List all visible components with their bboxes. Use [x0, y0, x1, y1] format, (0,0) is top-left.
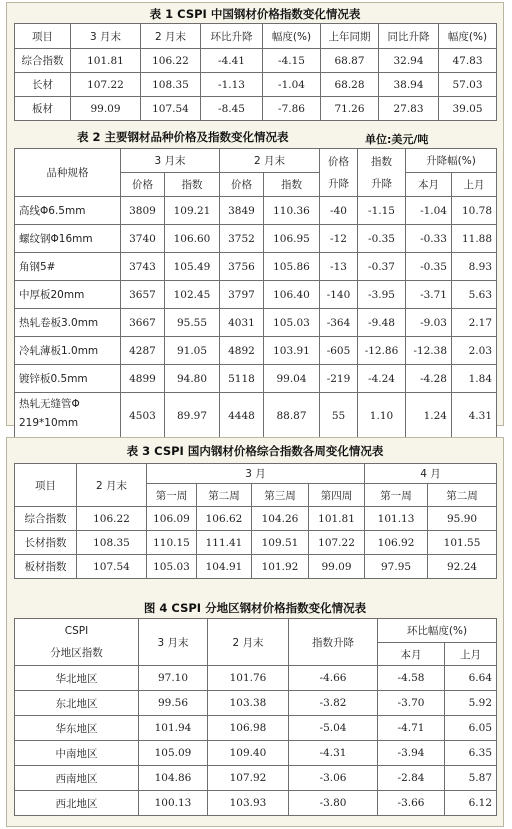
table2-cell: -12: [320, 225, 358, 253]
table4-header-this-month: 本月: [378, 643, 445, 666]
table4-cell: 103.38: [208, 691, 289, 716]
table4-cell: -4.58: [378, 666, 445, 691]
table2-cell: 55: [320, 393, 358, 439]
table4-cell: -3.94: [378, 741, 445, 766]
table4-cell: 109.40: [208, 741, 289, 766]
table2-cell: -364: [320, 309, 358, 337]
table2-header-row: [15, 149, 497, 173]
table-row: [15, 49, 497, 73]
table1-header-cell: 幅度(%): [439, 24, 497, 49]
table4-header-mar: 3 月末: [139, 619, 208, 666]
table4-title: 图 4 CSPI 分地区钢材价格指数变化情况表: [143, 601, 367, 615]
table2-cell: 4503: [121, 393, 165, 439]
table4-cell: -3.80: [289, 791, 378, 816]
table2-header-index-change: [358, 149, 406, 197]
table2-header-feb: 2 月末: [220, 149, 320, 173]
table2-cell: 109.21: [165, 197, 220, 225]
table4-header-feb: 2 月末: [208, 619, 289, 666]
table2-cell: 2.17: [452, 309, 497, 337]
table2-cell: 4448: [220, 393, 264, 439]
table3-cell: 106.22: [77, 507, 147, 531]
table3-cell: 长材指数: [15, 531, 77, 555]
table-row: [15, 337, 497, 365]
table2: [14, 148, 497, 439]
table2-cell: 88.87: [264, 393, 320, 439]
table1-cell: -1.13: [201, 73, 263, 97]
table-row: [15, 507, 497, 531]
table2-product: 镀锌板0.5mm: [15, 365, 121, 393]
table2-cell: -12.38: [406, 337, 452, 365]
table2-cell: 3756: [220, 253, 264, 281]
table2-cell: -1.04: [406, 197, 452, 225]
table-row: [15, 97, 497, 121]
table1-cell: 107.54: [141, 97, 201, 121]
table1-title: 表 1 CSPI 中国钢材价格指数变化情况表: [149, 7, 361, 21]
table2-product: 螺纹钢Φ16mm: [15, 225, 121, 253]
table3-cell: 106.09: [147, 507, 197, 531]
table2-cell: 2.03: [452, 337, 497, 365]
table2-cell: 106.95: [264, 225, 320, 253]
table4-cell: -5.04: [289, 716, 378, 741]
table4-cell: 99.56: [139, 691, 208, 716]
table2-cell: 110.36: [264, 197, 320, 225]
table3-cell: 101.81: [309, 507, 365, 531]
table3-week-header: 第三周: [252, 484, 309, 507]
table4-cell: -4.31: [289, 741, 378, 766]
table4-cell: -3.66: [378, 791, 445, 816]
table1-header-cell: 上年同期: [321, 24, 379, 49]
table1: [14, 23, 497, 121]
table2-cell: 105.03: [264, 309, 320, 337]
table4-cell: 101.94: [139, 716, 208, 741]
table1-cell: -7.86: [263, 97, 321, 121]
table2-cell: 4899: [121, 365, 165, 393]
table3-cell: 107.22: [309, 531, 365, 555]
table2-product: 冷轧薄板1.0mm: [15, 337, 121, 365]
table2-cell: -1.15: [358, 197, 406, 225]
table2-cell: 1.10: [358, 393, 406, 439]
table2-cell: -9.48: [358, 309, 406, 337]
table2-header-mar: 3 月末: [121, 149, 220, 173]
table4-cell: 5.92: [445, 691, 497, 716]
table1-header-row: [15, 24, 497, 49]
table2-header-text: 升降: [371, 177, 392, 190]
table2-header-text: 价格: [328, 155, 349, 168]
table2-cell: 3657: [121, 281, 165, 309]
table2-cell: -40: [320, 197, 358, 225]
table1-header-cell: 项目: [15, 24, 71, 49]
table2-cell: -140: [320, 281, 358, 309]
table4-cell: -4.66: [289, 666, 378, 691]
table2-product: 热轧卷板3.0mm: [15, 309, 121, 337]
table2-cell: 95.55: [165, 309, 220, 337]
table3-cell: 109.51: [252, 531, 309, 555]
table2-cell: 89.97: [165, 393, 220, 439]
table3-cell: 110.15: [147, 531, 197, 555]
table1-header-cell: 环比升降: [201, 24, 263, 49]
table2-cell: 4.31: [452, 393, 497, 439]
table2-cell: 4287: [121, 337, 165, 365]
table4-cell: 西北地区: [15, 791, 139, 816]
table1-header-cell: 3 月末: [71, 24, 141, 49]
table3-cell: 107.54: [77, 555, 147, 579]
table4-header-text: 分地区指数: [50, 647, 103, 659]
table2-cell: 94.80: [165, 365, 220, 393]
table2-cell: 103.91: [264, 337, 320, 365]
table4-header-row: [15, 619, 497, 643]
table1-cell: 107.22: [71, 73, 141, 97]
table-row: [15, 393, 497, 439]
table2-cell: 3740: [121, 225, 165, 253]
table2-cell: 4892: [220, 337, 264, 365]
table2-cell: 3849: [220, 197, 264, 225]
table1-cell: -4.15: [263, 49, 321, 73]
table2-cell: 106.40: [264, 281, 320, 309]
table2-header-last-month: 上月: [452, 173, 497, 197]
table3-cell: 101.55: [428, 531, 497, 555]
table3-cell: 111.41: [197, 531, 252, 555]
table4-cell: 100.13: [139, 791, 208, 816]
table1-cell: 108.35: [141, 73, 201, 97]
table3-cell: 97.95: [365, 555, 428, 579]
table-row: [15, 791, 497, 816]
table4-cell: 6.05: [445, 716, 497, 741]
table2-cell: 1.84: [452, 365, 497, 393]
table3-cell: 92.24: [428, 555, 497, 579]
table2-product: 角钢5#: [15, 253, 121, 281]
table1-header-cell: 2 月末: [141, 24, 201, 49]
table1-cell: 32.94: [379, 49, 439, 73]
table2-cell: -13: [320, 253, 358, 281]
table2-header-index: 指数: [165, 173, 220, 197]
table3-header-march: 3 月: [147, 464, 365, 484]
table4-cell: -4.71: [378, 716, 445, 741]
table-row: [15, 555, 497, 579]
table3-header-feb-end: 2 月末: [77, 464, 147, 507]
table2-cell: 102.45: [165, 281, 220, 309]
table3-cell: 板材指数: [15, 555, 77, 579]
table-row: [15, 766, 497, 791]
table3-cell: 99.09: [309, 555, 365, 579]
table2-cell: 10.78: [452, 197, 497, 225]
table2-cell: -12.86: [358, 337, 406, 365]
table4-header-last-month: 上月: [445, 643, 497, 666]
table4-cell: 华北地区: [15, 666, 139, 691]
table2-cell: 91.05: [165, 337, 220, 365]
table3-cell: 105.03: [147, 555, 197, 579]
table-row: [15, 73, 497, 97]
table2-cell: 3797: [220, 281, 264, 309]
table1-header-cell: 同比升降: [379, 24, 439, 49]
table2-cell: 11.88: [452, 225, 497, 253]
table-row: [15, 281, 497, 309]
table4-cell: -3.06: [289, 766, 378, 791]
table2-unit: 单位:美元/吨: [365, 133, 429, 146]
table2-cell: -605: [320, 337, 358, 365]
table1-cell: 27.83: [379, 97, 439, 121]
table4-cell: 西南地区: [15, 766, 139, 791]
table3-week-header: 第一周: [147, 484, 197, 507]
table1-cell: 68.28: [321, 73, 379, 97]
table3-week-header: 第二周: [197, 484, 252, 507]
table2-product: 高线Φ6.5mm: [15, 197, 121, 225]
table4-cell: 107.92: [208, 766, 289, 791]
table2-header-price: 价格: [121, 173, 165, 197]
table-row: [15, 197, 497, 225]
table4-cell: 6.64: [445, 666, 497, 691]
table2-cell: 3809: [121, 197, 165, 225]
table2-product: 中厚板20mm: [15, 281, 121, 309]
table3-header-april: 4 月: [365, 464, 497, 484]
table2-header-price-change: [320, 149, 358, 197]
table1-cell: 47.83: [439, 49, 497, 73]
table3-week-header: 第二周: [428, 484, 497, 507]
table4-cell: 104.86: [139, 766, 208, 791]
table3-cell: 104.91: [197, 555, 252, 579]
table4-cell: 华东地区: [15, 716, 139, 741]
table2-cell: 5118: [220, 365, 264, 393]
table2-header-price: 价格: [220, 173, 264, 197]
table4-cell: -2.84: [378, 766, 445, 791]
table4-cell: 6.12: [445, 791, 497, 816]
table2-cell: -219: [320, 365, 358, 393]
table1-cell: 长材: [15, 73, 71, 97]
table3-cell: 108.35: [77, 531, 147, 555]
table1-cell: -8.45: [201, 97, 263, 121]
table4-cell: 东北地区: [15, 691, 139, 716]
table-row: [15, 253, 497, 281]
table2-cell: -3.95: [358, 281, 406, 309]
table1-cell: 68.87: [321, 49, 379, 73]
table2-cell: 3667: [121, 309, 165, 337]
table1-cell: 106.22: [141, 49, 201, 73]
table2-cell: -0.33: [406, 225, 452, 253]
table1-cell: 板材: [15, 97, 71, 121]
table3-cell: 104.26: [252, 507, 309, 531]
table4-cell: -3.70: [378, 691, 445, 716]
table2-header-index: 指数: [264, 173, 320, 197]
table2-cell: 99.04: [264, 365, 320, 393]
table2-product: 热轧无缝管Φ 219*10mm: [15, 393, 121, 439]
table2-cell: 105.49: [165, 253, 220, 281]
table-row: [15, 225, 497, 253]
table2-header-range: 升降幅(%): [406, 149, 497, 173]
panel-upper: [6, 2, 504, 429]
table1-cell: 综合指数: [15, 49, 71, 73]
table1-cell: -4.41: [201, 49, 263, 73]
table-row: [15, 531, 497, 555]
table2-title: 表 2 主要钢材品种价格及指数变化情况表: [77, 130, 289, 144]
table2-cell: -4.24: [358, 365, 406, 393]
table3-week-header: 第一周: [365, 484, 428, 507]
table4-cell: 106.98: [208, 716, 289, 741]
table-row: [15, 365, 497, 393]
table2-header-text: 升降: [328, 177, 349, 190]
table1-cell: 101.81: [71, 49, 141, 73]
table3-cell: 106.62: [197, 507, 252, 531]
table2-cell: -9.03: [406, 309, 452, 337]
table2-cell: 3743: [121, 253, 165, 281]
table2-cell: -0.37: [358, 253, 406, 281]
table2-cell: 3752: [220, 225, 264, 253]
table1-cell: 39.05: [439, 97, 497, 121]
table-row: [15, 309, 497, 337]
table-row: [15, 666, 497, 691]
table3-cell: 95.90: [428, 507, 497, 531]
table3: [14, 463, 497, 579]
table3-cell: 101.92: [252, 555, 309, 579]
table2-cell: -4.28: [406, 365, 452, 393]
table3-week-header: 第四周: [309, 484, 365, 507]
table4-header-mom: 环比幅度(%): [378, 619, 497, 643]
table1-cell: 71.26: [321, 97, 379, 121]
table4-cell: 中南地区: [15, 741, 139, 766]
table-row: [15, 716, 497, 741]
table4: [14, 618, 497, 816]
table4-cell: 5.87: [445, 766, 497, 791]
table4-cell: 105.09: [139, 741, 208, 766]
table3-cell: 106.92: [365, 531, 428, 555]
table4-cell: 6.35: [445, 741, 497, 766]
table2-cell: -0.35: [358, 225, 406, 253]
table3-title: 表 3 CSPI 国内钢材价格综合指数各周变化情况表: [126, 444, 384, 458]
table2-cell: 8.93: [452, 253, 497, 281]
table1-cell: 57.03: [439, 73, 497, 97]
table1-header-cell: 幅度(%): [263, 24, 321, 49]
table4-header-change: 指数升降: [289, 619, 378, 666]
table-row: [15, 691, 497, 716]
table3-cell: 综合指数: [15, 507, 77, 531]
table2-cell: 5.63: [452, 281, 497, 309]
table2-header-this-month: 本月: [406, 173, 452, 197]
table4-cell: -3.82: [289, 691, 378, 716]
panel-lower: [6, 437, 504, 827]
table3-header-row: [15, 464, 497, 484]
table1-cell: -1.04: [263, 73, 321, 97]
table2-cell: -0.35: [406, 253, 452, 281]
table4-header-text: CSPI: [64, 625, 89, 637]
table4-cell: 101.76: [208, 666, 289, 691]
table2-header-product: 品种规格: [15, 149, 121, 197]
table4-cell: 97.10: [139, 666, 208, 691]
table2-cell: -3.71: [406, 281, 452, 309]
table3-cell: 101.13: [365, 507, 428, 531]
table1-cell: 99.09: [71, 97, 141, 121]
table2-cell: 4031: [220, 309, 264, 337]
table4-header-region: [15, 619, 139, 666]
table4-cell: 103.93: [208, 791, 289, 816]
table-row: [15, 741, 497, 766]
table2-cell: 1.24: [406, 393, 452, 439]
table2-header-text: 指数: [371, 155, 392, 168]
table2-cell: 106.60: [165, 225, 220, 253]
table3-header-item: 项目: [15, 464, 77, 507]
table1-cell: 38.94: [379, 73, 439, 97]
table2-cell: 105.86: [264, 253, 320, 281]
